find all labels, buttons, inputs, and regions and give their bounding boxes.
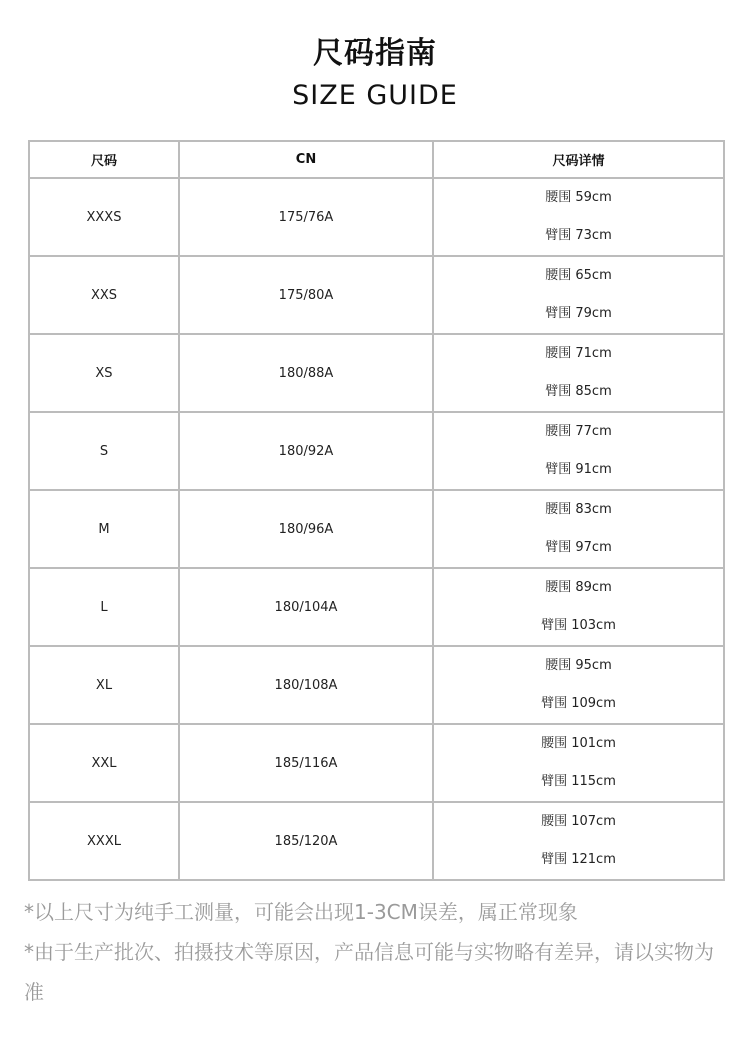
details-cell xyxy=(433,412,724,490)
arm-measure: 臂围 79cm xyxy=(545,306,612,321)
details-cell xyxy=(433,256,724,334)
details-cell xyxy=(433,802,724,880)
header-size: 尺码 xyxy=(29,141,179,178)
cn-cell: 185/116A xyxy=(179,724,433,802)
size-cell: XXL xyxy=(29,724,179,802)
waist-measure: 腰围 71cm xyxy=(545,346,612,361)
size-cell: S xyxy=(29,412,179,490)
table-row xyxy=(29,256,724,334)
cn-cell: 180/96A xyxy=(179,490,433,568)
waist-measure: 腰围 77cm xyxy=(545,424,612,439)
arm-measure: 臂围 109cm xyxy=(541,696,616,711)
cn-cell: 185/120A xyxy=(179,802,433,880)
size-cell: M xyxy=(29,490,179,568)
arm-measure: 臂围 121cm xyxy=(541,852,616,867)
header-details: 尺码详情 xyxy=(433,141,724,178)
table-row xyxy=(29,646,724,724)
arm-measure: 臂围 115cm xyxy=(541,774,616,789)
size-table xyxy=(28,140,725,881)
waist-measure: 腰围 89cm xyxy=(545,580,612,595)
table-header-row xyxy=(29,141,724,178)
cn-cell: 175/76A xyxy=(179,178,433,256)
table-row xyxy=(29,334,724,412)
waist-measure: 腰围 65cm xyxy=(545,268,612,283)
waist-measure: 腰围 95cm xyxy=(545,658,612,673)
waist-measure: 腰围 107cm xyxy=(541,814,616,829)
arm-measure: 臂围 97cm xyxy=(545,540,612,555)
cn-cell: 180/92A xyxy=(179,412,433,490)
details-cell xyxy=(433,646,724,724)
table-row xyxy=(29,724,724,802)
details-cell xyxy=(433,178,724,256)
waist-measure: 腰围 101cm xyxy=(541,736,616,751)
table-row xyxy=(29,178,724,256)
header-cn: CN xyxy=(179,141,433,178)
details-cell xyxy=(433,568,724,646)
cn-cell: 180/108A xyxy=(179,646,433,724)
table-row xyxy=(29,568,724,646)
size-cell: XXXL xyxy=(29,802,179,880)
arm-measure: 臂围 85cm xyxy=(545,384,612,399)
arm-measure: 臂围 73cm xyxy=(545,228,612,243)
page-subtitle: SIZE GUIDE xyxy=(292,80,458,111)
details-cell xyxy=(433,334,724,412)
arm-measure: 臂围 91cm xyxy=(545,462,612,477)
size-cell: XXXS xyxy=(29,178,179,256)
size-cell: XXS xyxy=(29,256,179,334)
waist-measure: 腰围 83cm xyxy=(545,502,612,517)
size-cell: XL xyxy=(29,646,179,724)
note-measurement: *以上尺寸为纯手工测量，可能会出现1-3CM误差，属正常现象 xyxy=(24,900,578,924)
notes xyxy=(24,892,724,1012)
table-row xyxy=(29,412,724,490)
cn-cell: 180/104A xyxy=(179,568,433,646)
cn-cell: 175/80A xyxy=(179,256,433,334)
table-row xyxy=(29,802,724,880)
cn-cell: 180/88A xyxy=(179,334,433,412)
arm-measure: 臂围 103cm xyxy=(541,618,616,633)
note-variation: *由于生产批次、拍摄技术等原因，产品信息可能与实物略有差异，请以实物为准 xyxy=(24,940,714,1004)
page-title: 尺码指南 xyxy=(313,36,437,71)
size-cell: XS xyxy=(29,334,179,412)
table-row xyxy=(29,490,724,568)
details-cell xyxy=(433,490,724,568)
details-cell xyxy=(433,724,724,802)
waist-measure: 腰围 59cm xyxy=(545,190,612,205)
size-cell: L xyxy=(29,568,179,646)
